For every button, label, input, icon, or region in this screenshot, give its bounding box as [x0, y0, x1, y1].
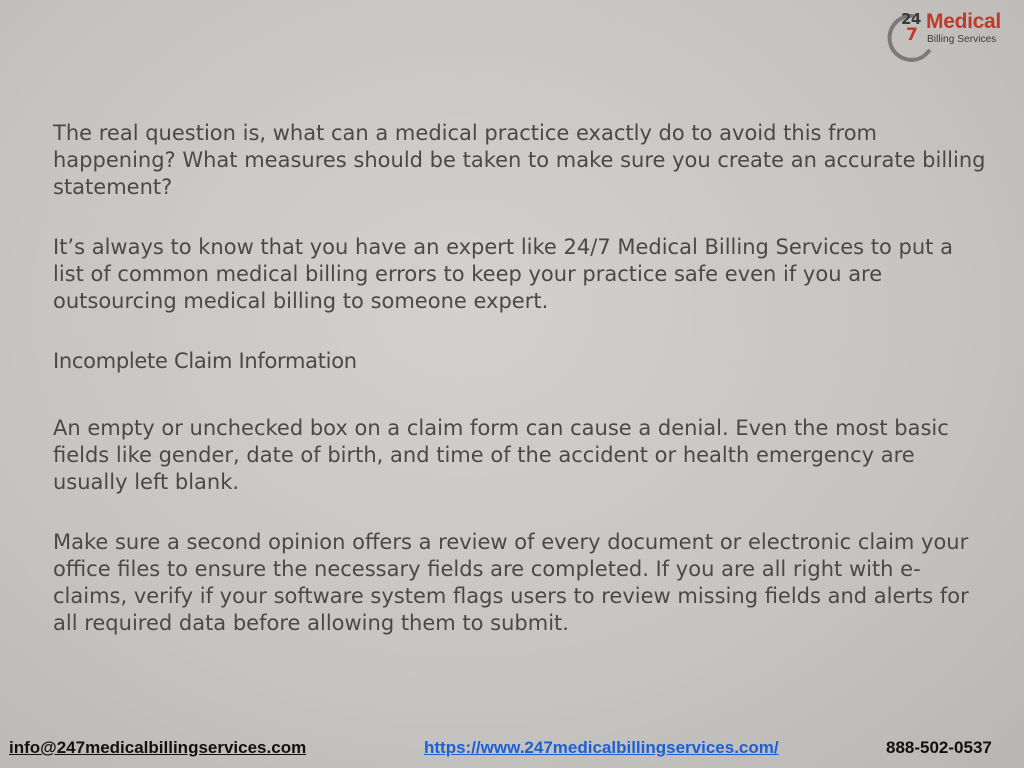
footer-phone: 888-502-0537 [886, 738, 992, 757]
footer [0, 734, 1024, 764]
section-heading: Incomplete Claim Information [53, 349, 357, 373]
company-logo [886, 10, 1016, 64]
paragraph-expert: It’s always to know that you have an expert like 24/7 Medical Billing Services to put a list of common medical billing errors to keep your practice safe even if you are outsourcing medical billing to someone expert. [53, 235, 953, 313]
slide-body [53, 120, 988, 670]
paragraph-empty-box: An empty or unchecked box on a claim form can cause a denial. Even the most basic fields like gender, date of birth, and time of the accident or health emergency are usually left blank. [53, 416, 949, 494]
paragraph-second-opinion: Make sure a second opinion offers a review of every document or electronic claim your office files to ensure the necessary fields are completed. If you are all right with e-claims, verify if your software system flags users to review missing fields and alerts for all required data before allowing them to submit. [53, 530, 969, 635]
paragraph-question: The real question is, what can a medical practice exactly do to avoid this from happening? What measures should be taken to make sure you create an accurate billing statement? [53, 121, 986, 199]
logo-tagline: Billing Services [927, 34, 997, 45]
footer-email-link[interactable]: info@247medicalbillingservices.com [9, 738, 307, 757]
logo-number-7: 7 [906, 25, 918, 45]
logo-brand-text: Medical [926, 10, 1001, 33]
footer-website-link[interactable]: https://www.247medicalbillingservices.com/ [424, 738, 779, 757]
logo-number-24: 24 [901, 10, 921, 28]
